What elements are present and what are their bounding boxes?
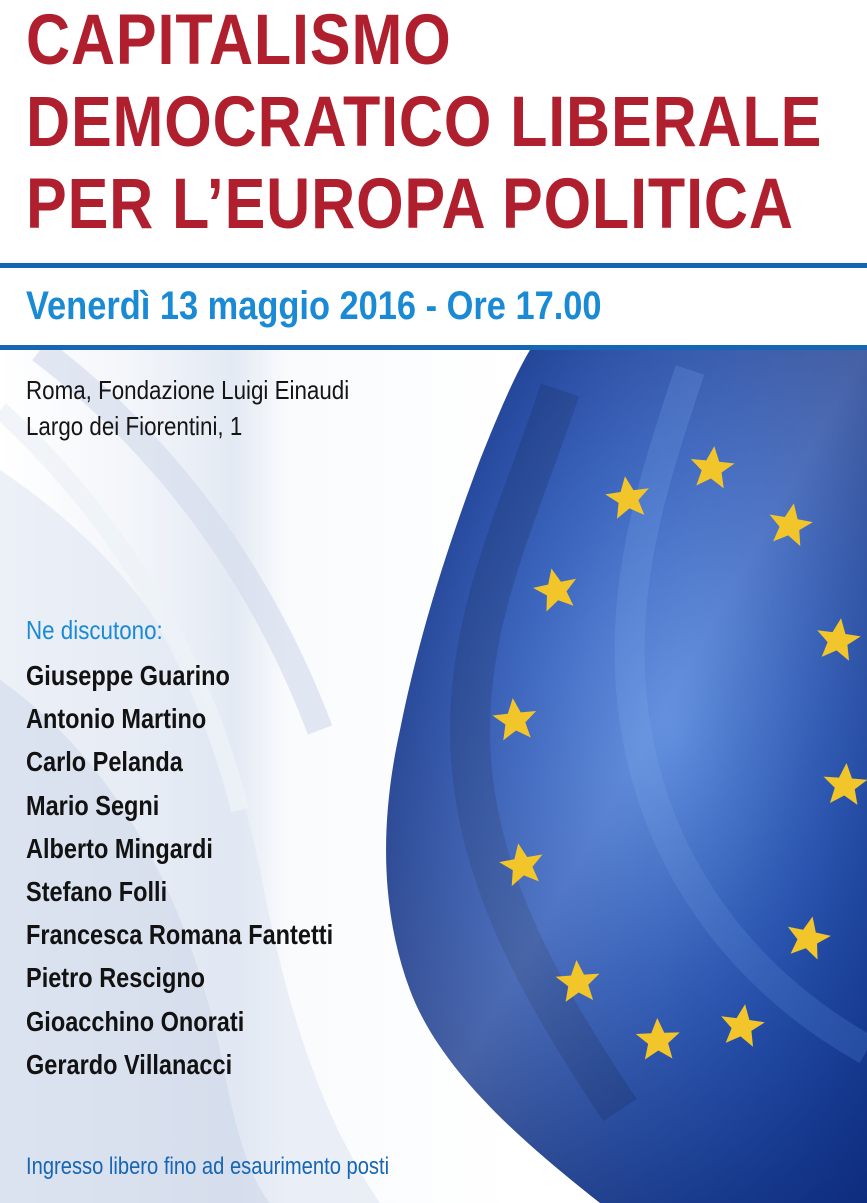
speaker-name: Gioacchino Onorati: [26, 1005, 245, 1037]
venue-line-2: Largo dei Fiorentini, 1: [26, 411, 243, 441]
speaker-name: Carlo Pelanda: [26, 746, 183, 778]
top-divider: [0, 263, 867, 268]
speaker-name: Pietro Rescigno: [26, 962, 206, 994]
speaker-name: Mario Segni: [26, 789, 160, 821]
speaker-name: Gerardo Villanacci: [26, 1048, 233, 1080]
title-line-3: PER L’EUROPA POLITICA: [26, 165, 794, 244]
speaker-name: Antonio Martino: [26, 703, 207, 735]
title-line-1: CAPITALISMO: [26, 1, 452, 80]
event-datetime: Venerdì 13 maggio 2016 - Ore 17.00: [26, 284, 602, 328]
speaker-name: Francesca Romana Fantetti: [26, 919, 334, 951]
speaker-name: Stefano Folli: [26, 876, 168, 908]
speakers-list: [26, 612, 392, 1086]
entry-note: Ingresso libero fino ad esaurimento posti: [26, 1153, 390, 1180]
poster-title: [26, 0, 867, 246]
title-line-2: DEMOCRATICO LIBERALE: [26, 83, 823, 162]
venue-address: [26, 372, 402, 444]
speaker-name: Alberto Mingardi: [26, 832, 213, 864]
venue-line-1: Roma, Fondazione Luigi Einaudi: [26, 375, 350, 405]
speakers-heading: Ne discutono:: [26, 615, 163, 645]
speaker-name: Giuseppe Guarino: [26, 660, 230, 691]
